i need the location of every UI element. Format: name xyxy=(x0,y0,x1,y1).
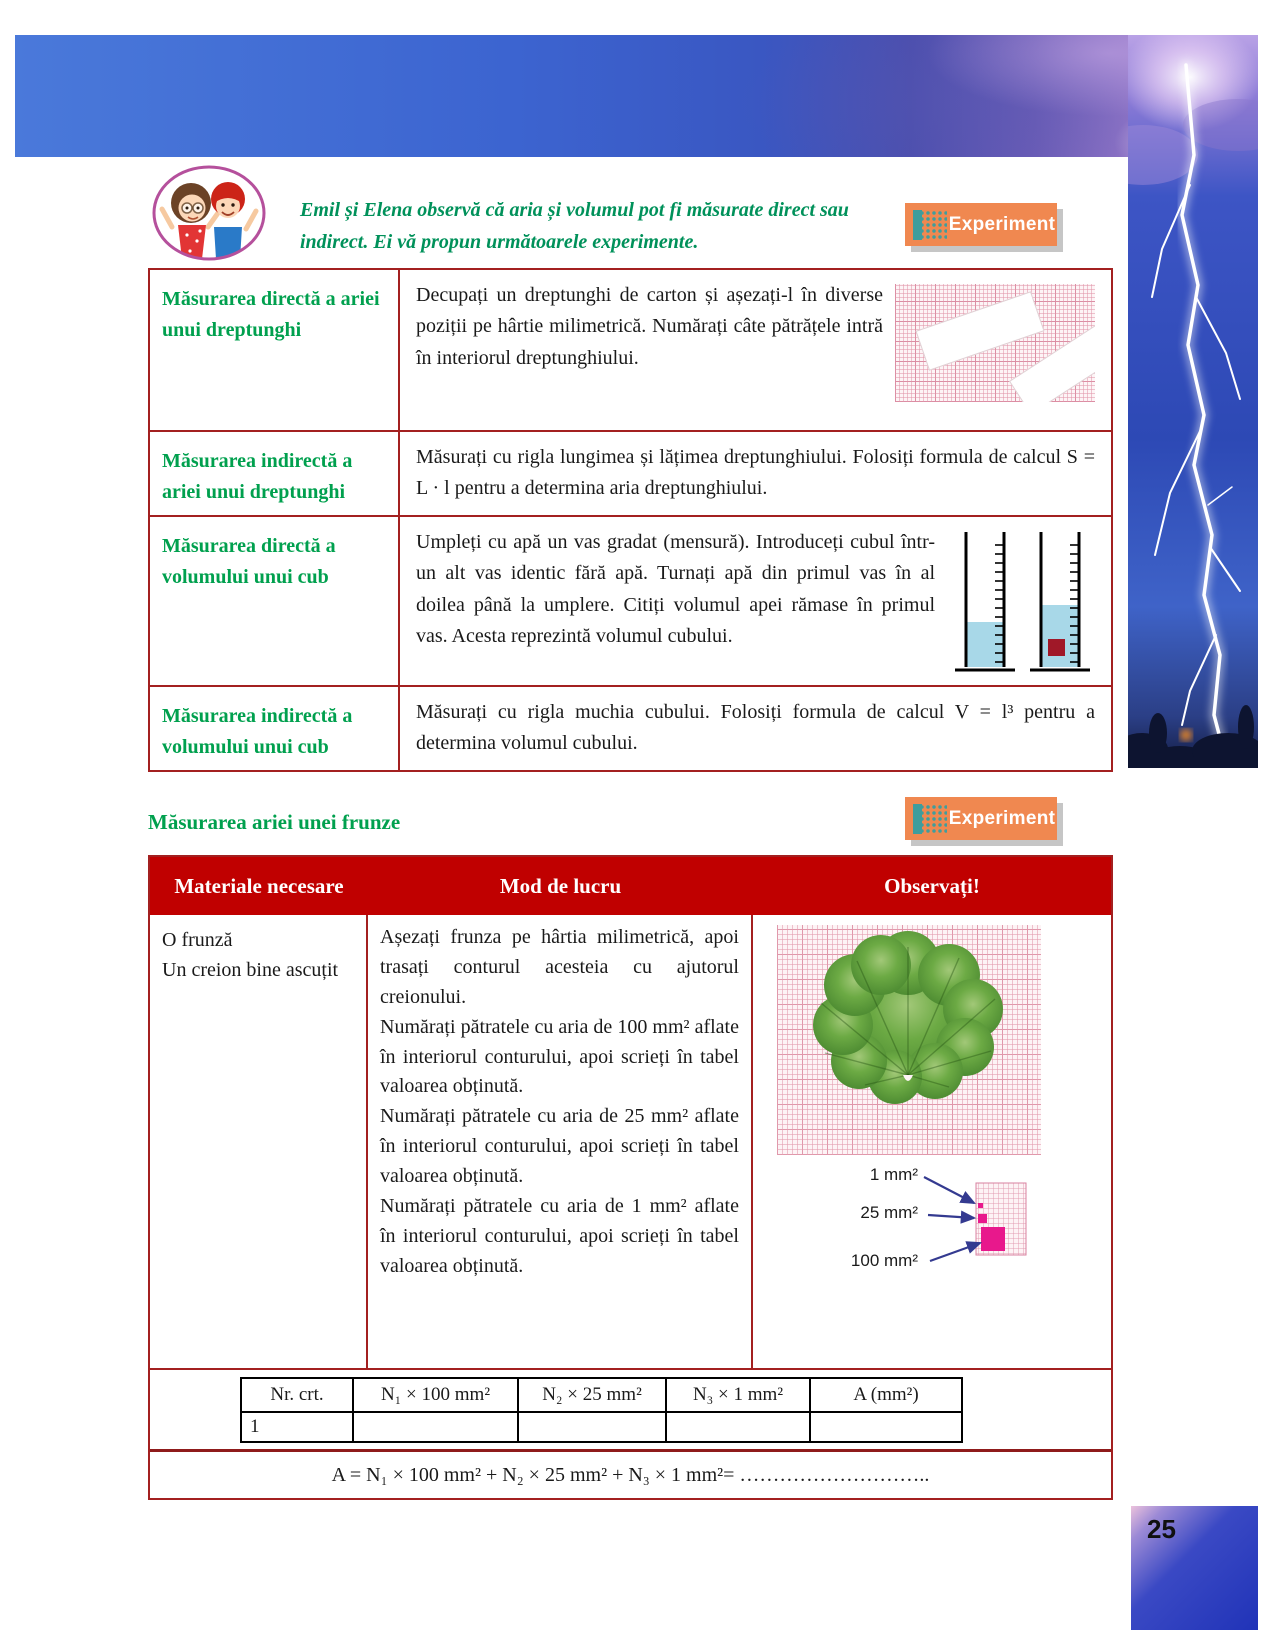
table2-header-materials: Materiale necesare xyxy=(174,873,344,898)
table1-row3-title: Măsurarea directă a volumului unui cub xyxy=(150,515,400,685)
children-avatar xyxy=(150,163,268,263)
table2-header-row xyxy=(150,857,1111,915)
count-header-n2: N₂ × 25 mm² xyxy=(518,1378,666,1412)
count-header-nr: Nr. crt. xyxy=(241,1378,353,1412)
page-number-square xyxy=(1131,1506,1258,1630)
experiment-halftone-icon xyxy=(913,210,947,240)
table1-row1-title: Măsurarea directă a ariei unui dreptunghi xyxy=(150,270,400,430)
experiment-badge-label: Experiment xyxy=(948,807,1056,829)
lightning-photo xyxy=(1128,35,1258,768)
count-cell-a xyxy=(810,1412,962,1442)
section-heading: Măsurarea ariei unei frunze xyxy=(148,810,401,834)
table-row xyxy=(241,1412,962,1442)
count-cell-n2 xyxy=(518,1412,666,1442)
table1-row2-title: Măsurarea indirectă a ariei unui dreptunghi xyxy=(150,430,400,515)
experiment-halftone-icon xyxy=(913,804,947,834)
table2-header-observe: Observați! xyxy=(884,873,980,898)
experiment-badge-label: Experiment xyxy=(948,213,1056,235)
method-cell xyxy=(368,915,753,1368)
material-item: O frunză xyxy=(162,929,233,951)
leaf-image xyxy=(777,925,1041,1155)
count-header-a: A (mm²) xyxy=(810,1378,962,1412)
observe-cell xyxy=(753,915,1111,1368)
area-formula: A = N₁ × 100 mm² + N₂ × 25 mm² + N₃ × 1 mm²= ……………………….. xyxy=(150,1449,1111,1498)
graph-paper-image xyxy=(895,284,1095,402)
table1-row4-title: Măsurarea indirectă a volumului unui cub xyxy=(150,685,400,770)
count-header-n1: N₁ × 100 mm² xyxy=(353,1378,518,1412)
materials-cell xyxy=(150,915,368,1368)
diagram-label-25mm: 25 mm² xyxy=(860,1203,918,1222)
cardboard-rectangle xyxy=(915,291,1044,370)
table1-row3-body xyxy=(400,515,1111,685)
page-number: 25 xyxy=(1147,1514,1176,1544)
grid-diagram xyxy=(808,1163,1068,1313)
leaf-experiment-table xyxy=(148,855,1113,1500)
count-cell-nr: 1 xyxy=(241,1412,353,1442)
diagram-label-1mm: 1 mm² xyxy=(869,1165,918,1184)
count-cell-n1 xyxy=(353,1412,518,1442)
count-header-n3: N₃ × 1 mm² xyxy=(666,1378,810,1412)
method-step: Numărați pătratele cu aria de 1 mm² aflate în interiorul conturului, apoi scrieți în tabel valoarea obținută. xyxy=(380,1195,739,1277)
count-table-row xyxy=(150,1368,1111,1449)
method-step: Așezați frunza pe hârtia milimetrică, apoi trasați conturul acesteia cu ajutorul creionului. xyxy=(380,926,739,1008)
diagram-label-100mm: 100 mm² xyxy=(850,1251,918,1270)
method-step: Numărați pătratele cu aria de 25 mm² aflate în interiorul conturului, apoi scrieți în tabel valoarea obținută. xyxy=(380,1105,739,1188)
table1-row3-text: Umpleți cu apă un vas gradat (mensură). Introduceți cubul într-un alt vas identic fără apă. Turnați apă din primul vas în al doilea până la umplere. Citiți volumul apei rămase în primul vas. Acesta reprezintă volumul cubului. xyxy=(416,531,935,648)
measurement-methods-table xyxy=(148,268,1113,772)
table1-row1-text: Decupați un dreptunghi de carton și așezați-l în diverse poziții pe hârtie milimetrică. Numărați câte pătrățele intră în interiorul dreptunghiului. xyxy=(416,284,883,369)
table2-header-method: Mod de lucru xyxy=(499,873,622,898)
graduated-cylinders-image xyxy=(945,527,1095,677)
count-table xyxy=(240,1377,963,1443)
table1-row1-body xyxy=(400,270,1111,430)
table2-body-row xyxy=(150,915,1111,1368)
header-band xyxy=(15,35,1258,157)
material-item: Un creion bine ascuțit xyxy=(162,959,339,981)
experiment-badge xyxy=(905,797,1057,840)
method-step: Numărați pătratele cu aria de 100 mm² aflate în interiorul conturului, apoi scrieți în tabel valoarea obținută. xyxy=(380,1015,739,1098)
table1-row4-body: Măsurați cu rigla muchia cubului. Folosiți formula de calcul V = l³ pentru a determina volumul cubului. xyxy=(400,685,1111,770)
count-cell-n3 xyxy=(666,1412,810,1442)
experiment-badge xyxy=(905,203,1057,246)
intro-text: Emil și Elena observă că aria și volumul pot fi măsurate direct sau indirect. Ei vă propun următoarele experimente. xyxy=(300,199,849,253)
table1-row2-body: Măsurați cu rigla lungimea și lățimea dreptunghiului. Folosiți formula de calcul S = L · l pentru a determina aria dreptunghiului. xyxy=(400,430,1111,515)
